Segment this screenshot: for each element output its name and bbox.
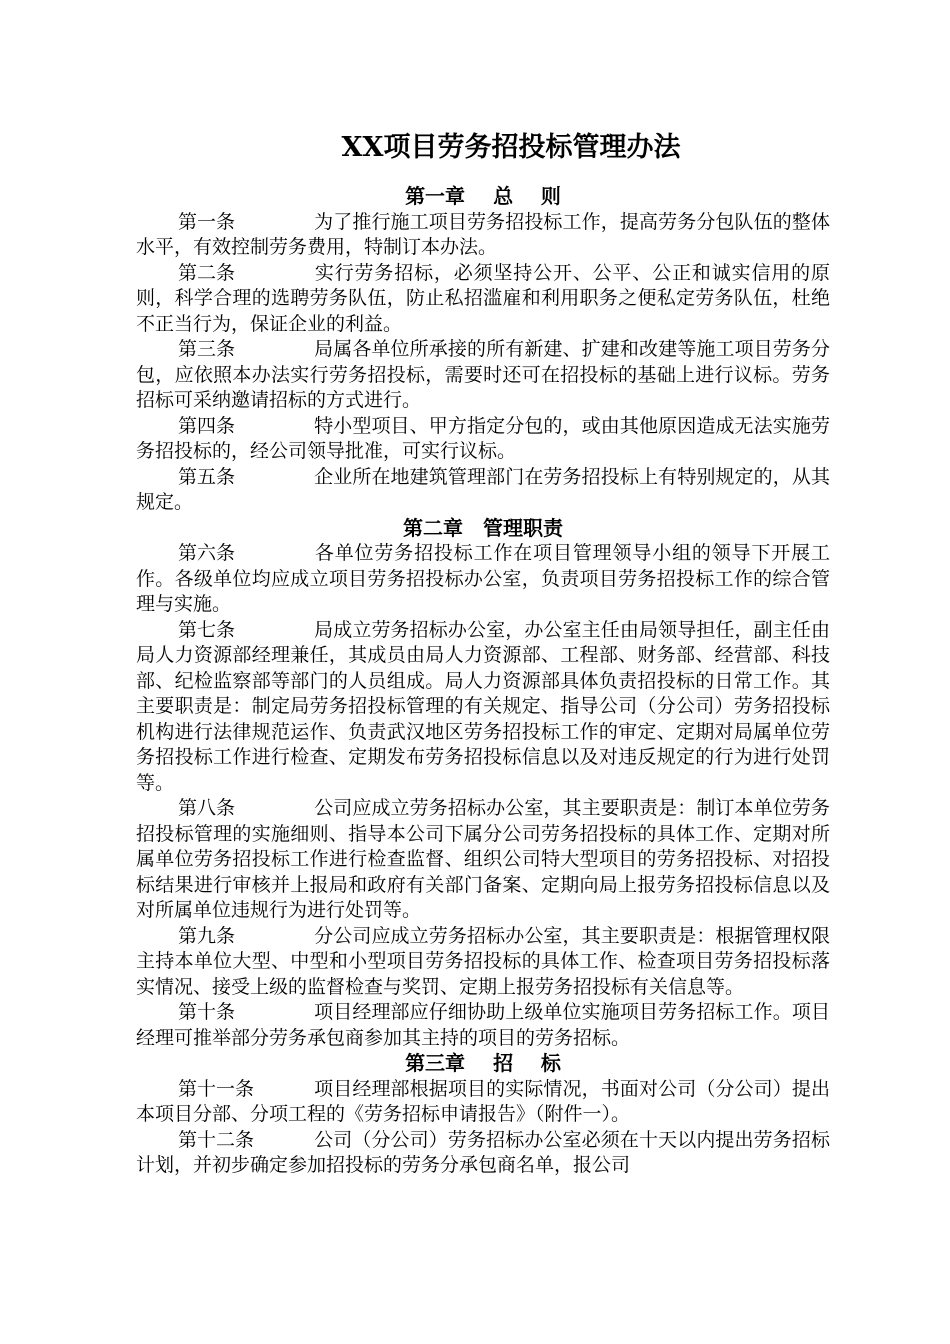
chapter-number: 第二章 — [403, 515, 463, 540]
article — [136, 796, 830, 924]
article-number: 第十一条 — [178, 1077, 255, 1100]
chapter-number: 第三章 — [405, 1051, 466, 1075]
chapter-heading — [136, 184, 830, 210]
article — [136, 261, 830, 338]
chapter-topic: 总 则 — [493, 184, 561, 208]
chapter-heading — [136, 1051, 830, 1077]
article-number: 第二条 — [178, 261, 236, 284]
article-text: 局属各单位所承接的所有新建、扩建和改建等施工项目劳务分包，应依照本办法实行劳务招投标，需要时还可在招投标的基础上进行议标。劳务招标可采纳邀请招标的方式进行。 — [136, 338, 830, 411]
article-text: 特小型项目、甲方指定分包的，或由其他原因造成无法实施劳务招投标的，经公司领导批准，可实行议标。 — [136, 414, 830, 462]
article-text: 分公司应成立劳务招标办公室，其主要职责是：根据管理权限主持本单位大型、中型和小型项目劳务招投标的具体工作、检查项目劳务招投标落实情况、接受上级的监督检查与奖罚、定期上报劳务招投标有关信息等。 — [136, 924, 830, 998]
article — [136, 1077, 830, 1128]
article-number: 第七条 — [178, 618, 236, 641]
article-text: 局成立劳务招标办公室，办公室主任由局领导担任，副主任由局人力资源部经理兼任，其成员由局人力资源部、工程部、财务部、经营部、科技部、纪检监察部等部门的人员组成。局人力资源部具体负责招投标的日常工作。其主要职责是：制定局劳务招投标管理的有关规定、指导公司（分公司）劳务招投标机构进行法律规范运作、负责武汉地区劳务招投标工作的审定、定期对局属单位劳务招投标工作进行检查、定期发布劳务招投标信息以及对违反规定的行为进行处罚等。 — [136, 618, 830, 794]
article-number: 第一条 — [178, 210, 236, 233]
article — [136, 465, 830, 516]
article-text: 为了推行施工项目劳务招投标工作，提高劳务分包队伍的整体水平，有效控制劳务费用，特制订本办法。 — [136, 210, 830, 258]
document-body — [136, 184, 830, 1179]
article — [136, 210, 830, 261]
article — [136, 337, 830, 414]
article-number: 第十条 — [178, 1001, 236, 1023]
article — [136, 541, 830, 618]
article — [136, 414, 830, 465]
article-text: 项目经理部应仔细协助上级单位实施项目劳务招标工作。项目经理可推举部分劳务承包商参加其主持的项目的劳务招标。 — [136, 1001, 830, 1049]
article-text: 项目经理部根据项目的实际情况，书面对公司（分公司）提出本项目分部、分项工程的《劳务招标申请报告》（附件一）。 — [136, 1077, 830, 1125]
article-text: 各单位劳务招投标工作在项目管理领导小组的领导下开展工作。各级单位均应成立项目劳务招投标办公室，负责项目劳务招投标工作的综合管理与实施。 — [136, 542, 830, 615]
article-number: 第五条 — [178, 465, 236, 488]
article-number: 第三条 — [178, 338, 236, 360]
article-text: 企业所在地建筑管理部门在劳务招投标上有特别规定的，从其规定。 — [136, 465, 830, 513]
article-text: 实行劳务招标，必须坚持公开、公平、公正和诚实信用的原则，科学合理的选聘劳务队伍，防止私招滥雇和利用职务之便私定劳务队伍，杜绝不正当行为，保证企业的利益。 — [136, 261, 830, 335]
article-number: 第十二条 — [178, 1128, 255, 1151]
chapter-topic: 招 标 — [493, 1051, 561, 1075]
chapter-heading — [136, 516, 830, 542]
article-text: 公司应成立劳务招标办公室，其主要职责是：制订本单位劳务招投标管理的实施细则、指导本公司下属分公司劳务招投标的具体工作、定期对所属单位劳务招投标工作进行检查监督、组织公司特大型项目的劳务招投标、对招投标结果进行审核并上报局和政府有关部门备案、定期向局上报劳务招投标信息以及对所属单位违规行为进行处罚等。 — [136, 797, 830, 921]
chapter-number: 第一章 — [405, 184, 466, 208]
chapter-topic: 管理职责 — [483, 515, 563, 540]
article-number: 第六条 — [178, 542, 236, 564]
article-number: 第九条 — [178, 924, 236, 947]
article — [136, 1128, 830, 1179]
article — [136, 924, 830, 1001]
article-number: 第四条 — [178, 414, 236, 437]
article — [136, 618, 830, 797]
article-text: 公司（分公司）劳务招标办公室必须在十天以内提出劳务招标计划，并初步确定参加招投标的劳务分承包商名单，报公司 — [136, 1128, 830, 1176]
article-number: 第八条 — [178, 797, 236, 819]
document-title: XX项目劳务招投标管理办法 — [341, 132, 681, 163]
article — [136, 1000, 830, 1051]
